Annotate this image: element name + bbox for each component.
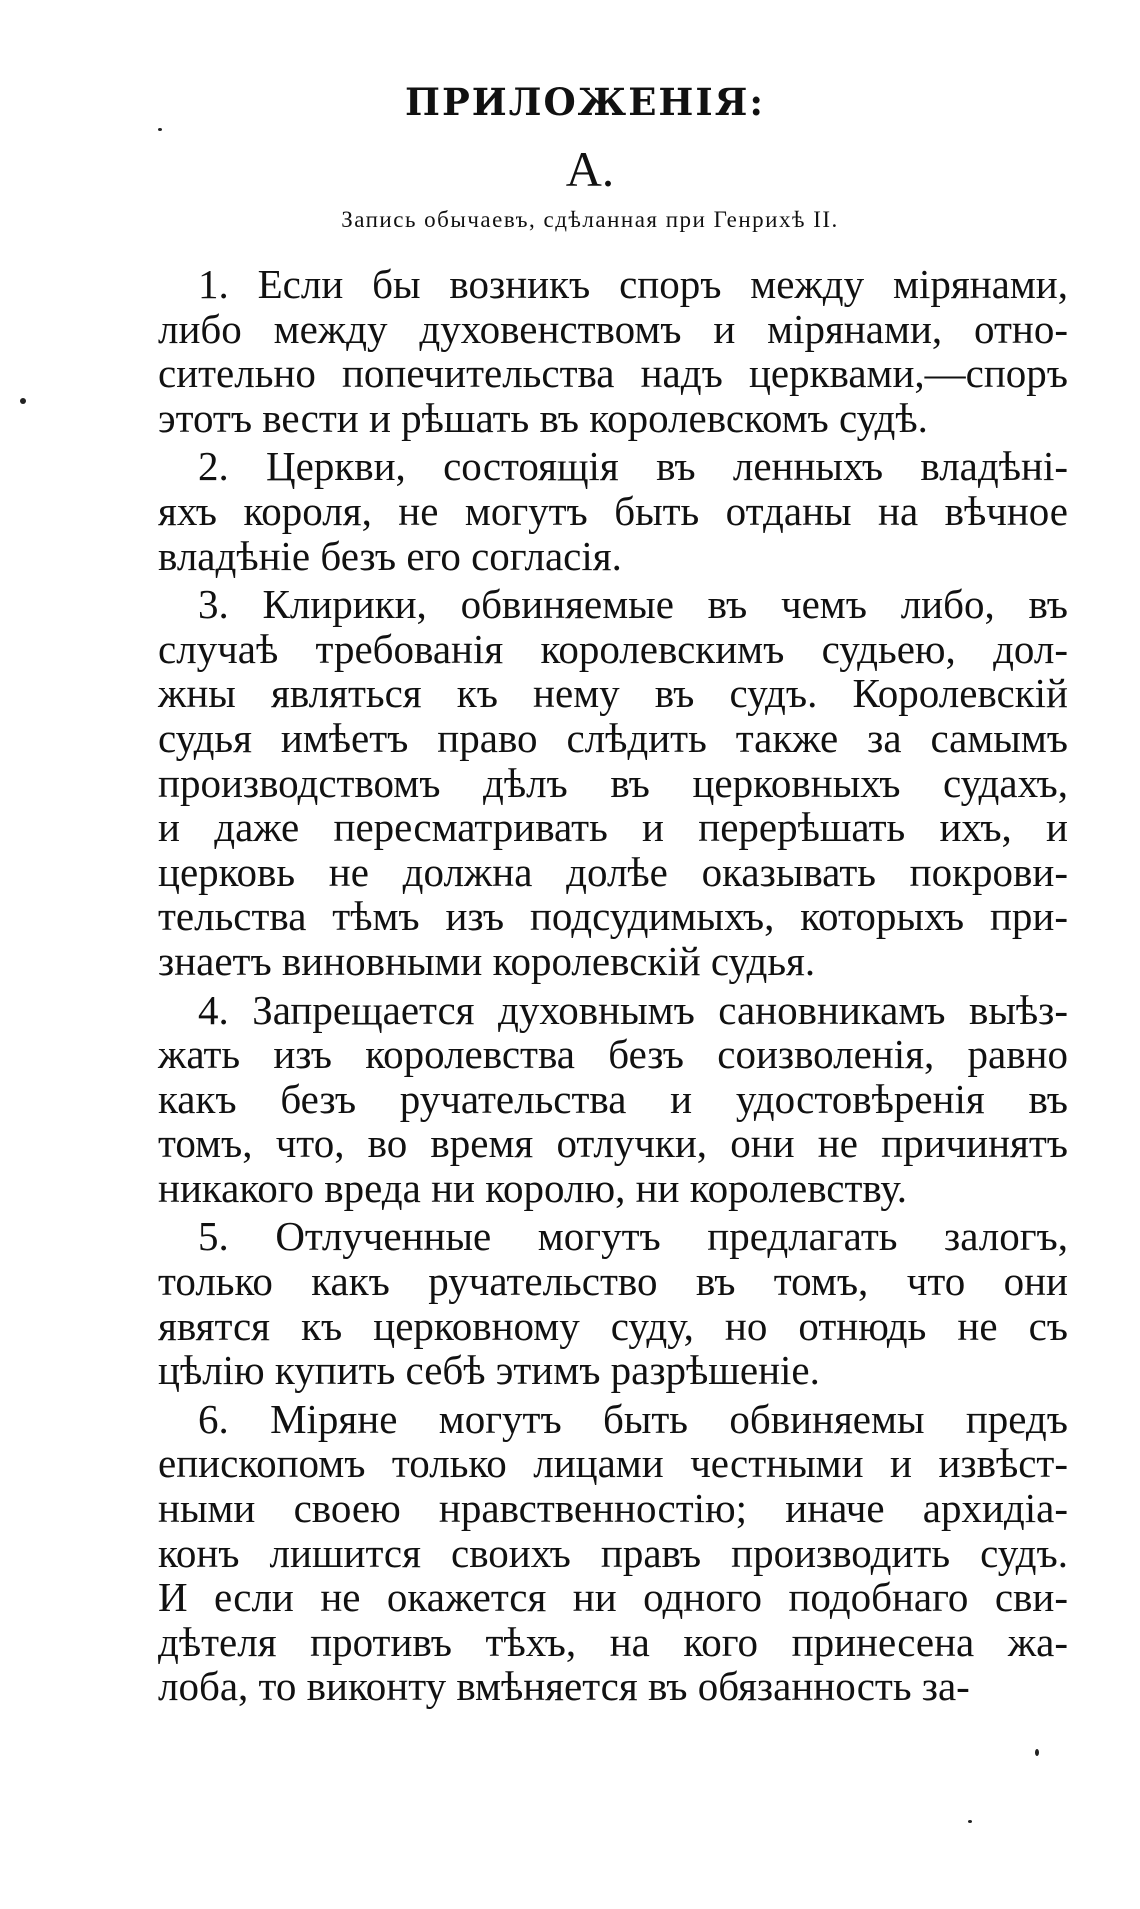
text-line: лоба, то виконту вмѣняется въ обязанность за- [158, 1663, 970, 1710]
text-line: 4. Запрещается духовнымъ сановникамъ выѣз- [198, 986, 1068, 1033]
scan-speck [968, 1820, 972, 1823]
text-line: епископомъ только лицами честными и извѣст- [158, 1440, 1068, 1487]
paragraph-6 [158, 1397, 1068, 1709]
paragraph-5 [158, 1214, 1068, 1392]
text-line: случаѣ требованія королевскимъ судьею, дол- [158, 625, 1068, 672]
text-line: владѣніе безъ его согласія. [158, 532, 622, 579]
text-line: 1. Если бы возникъ споръ между мірянами, [198, 261, 1068, 307]
text-line: никакого вреда ни королю, ни королевству. [158, 1164, 908, 1211]
scan-speck [1035, 1749, 1039, 1756]
text-line: производствомъ дѣлъ въ церковныхъ судахъ, [158, 759, 1068, 806]
paragraph-1 [158, 262, 1068, 440]
text-line: тельства тѣмъ изъ подсудимыхъ, которыхъ при- [158, 893, 1068, 940]
text-line: жны являться къ нему въ судъ. Королевскій [158, 670, 1068, 717]
document-body [158, 262, 1068, 1709]
paragraph-4 [158, 988, 1068, 1211]
scan-speck [20, 398, 26, 404]
text-line: только какъ ручательство въ томъ, что они [158, 1258, 1068, 1305]
text-line: сительно попечительства надъ церквами,—споръ [158, 350, 1068, 397]
text-line: и даже пересматривать и перерѣшать ихъ, и [158, 804, 1068, 851]
text-line: И если не окажется ни одного подобнаго сви- [158, 1574, 1068, 1621]
text-line: 2. Церкви, состоящія въ ленныхъ владѣні- [198, 443, 1068, 490]
text-line: этотъ вести и рѣшать въ королевскомъ судѣ. [158, 394, 928, 441]
text-line: 3. Клирики, обвиняемые въ чемъ либо, въ [198, 581, 1068, 628]
section-subtitle: Запись обычаевъ, сдѣланная при Генрихѣ II. [341, 207, 839, 232]
text-line: яхъ короля, не могутъ быть отданы на вѣчное [158, 487, 1068, 534]
text-line: цѣлію купить себѣ этимъ разрѣшеніе. [158, 1347, 820, 1394]
text-line: жать изъ королевства безъ соизволенія, равно [158, 1031, 1068, 1078]
text-line: знаетъ виновными королевскій судья. [158, 937, 816, 984]
text-line: 5. Отлученные могутъ предлагать залогъ, [198, 1213, 1068, 1260]
text-line: судья имѣетъ право слѣдить также за самымъ [158, 714, 1068, 761]
text-line: либо между духовенствомъ и мірянами, отно- [158, 305, 1068, 352]
appendix-heading: ПРИЛОЖЕНІЯ: [405, 80, 765, 124]
section-letter: А. [565, 141, 615, 197]
paragraph-3 [158, 582, 1068, 983]
scan-speck [158, 128, 162, 131]
text-line: явятся къ церковному суду, но отнюдь не съ [158, 1302, 1068, 1349]
text-line: дѣтеля противъ тѣхъ, на кого принесена жа- [158, 1618, 1068, 1665]
text-line: конъ лишится своихъ правъ производить судъ. [158, 1529, 1068, 1576]
text-line: какъ безъ ручательства и удостовѣренія въ [158, 1075, 1068, 1122]
text-line: 6. Міряне могутъ быть обвиняемы предъ [198, 1395, 1068, 1442]
text-line: ными своею нравственностію; иначе архидіа- [158, 1485, 1068, 1532]
text-line: томъ, что, во время отлучки, они не причинятъ [158, 1120, 1068, 1167]
text-line: церковь не должна долѣе оказывать покрови- [158, 848, 1068, 895]
paragraph-2 [158, 444, 1068, 578]
